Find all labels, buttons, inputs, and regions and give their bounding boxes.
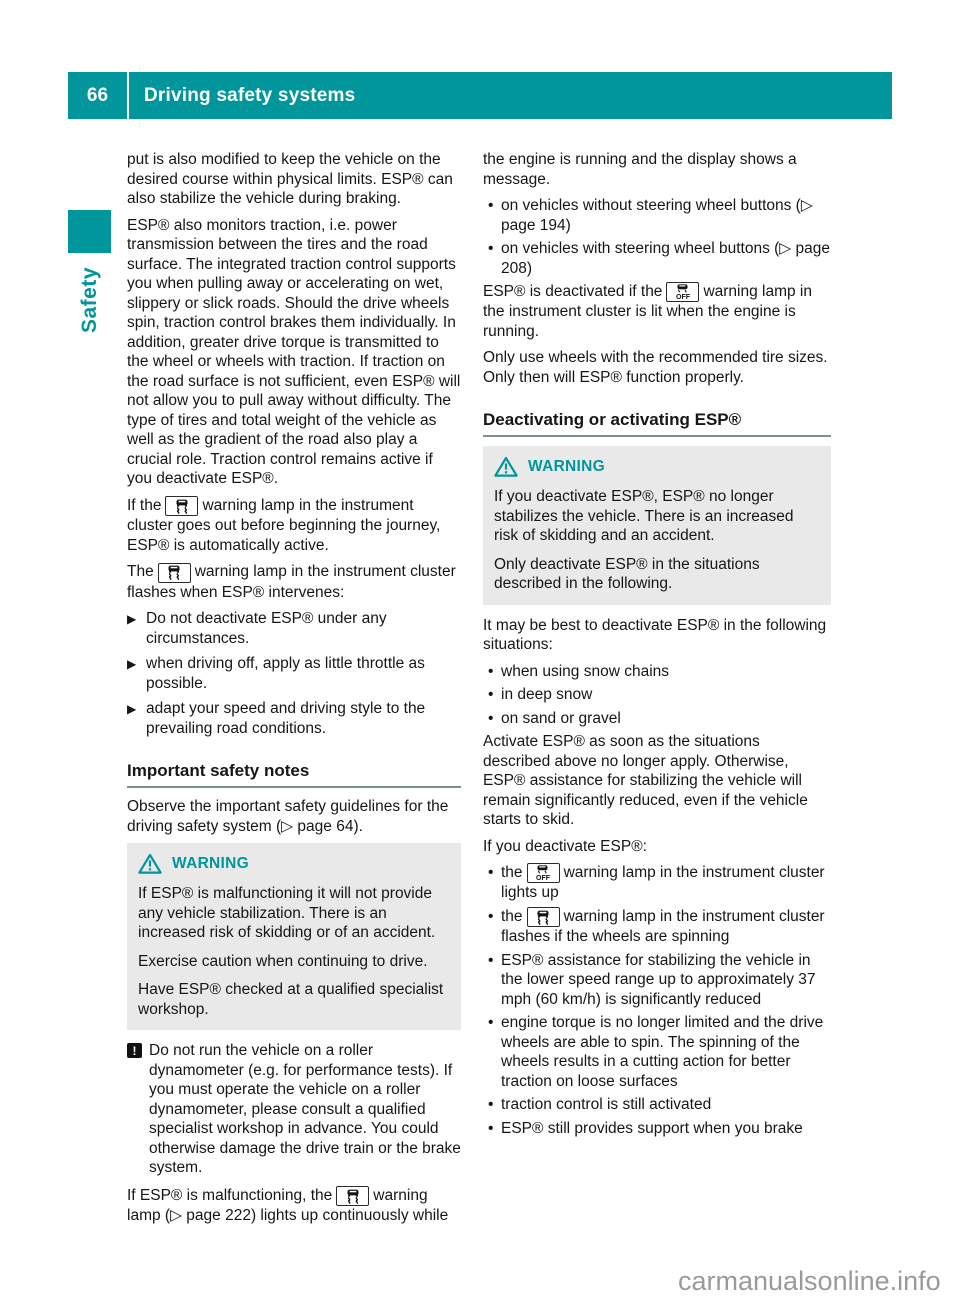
warning-paragraph: If ESP® is malfunctioning it will not provide any vehicle stabilization. There is an increased risk of skidding or of an accident. <box>138 885 436 941</box>
page-header <box>68 72 892 119</box>
bullet-icon: • <box>488 951 494 969</box>
chapter-tab-marker <box>68 210 111 253</box>
list-item-text: on vehicles without steering wheel buttons (▷ page 194) <box>501 197 813 234</box>
paragraph-text: ESP® is deactivated if the <box>483 283 663 300</box>
list-item <box>483 196 831 235</box>
bullet-icon: • <box>488 864 494 881</box>
list-item-text: when using snow chains <box>501 662 670 680</box>
list-item <box>483 709 831 729</box>
step-arrow-icon: ▶ <box>127 612 137 626</box>
bullet-icon: • <box>488 1096 494 1113</box>
warning-title: WARNING <box>172 854 250 872</box>
page-title: Driving safety systems <box>144 84 356 106</box>
list-item-text: the <box>501 907 523 925</box>
bullet-icon: • <box>488 1014 494 1031</box>
body-paragraph: Only use wheels with the recommended tire sizes. Only then will ESP® function properly. <box>483 349 828 386</box>
step-text: adapt your speed and driving style to the prevailing road conditions. <box>146 700 426 737</box>
esp-warning-lamp-icon <box>165 496 198 516</box>
list-item <box>483 685 831 705</box>
esp-off-warning-lamp-icon <box>666 282 699 302</box>
body-paragraph <box>483 282 831 341</box>
warning-paragraph: If you deactivate ESP®, ESP® no longer stabilizes the vehicle. There is an increased risk of skidding and an accident. <box>494 488 794 544</box>
warning-title: WARNING <box>528 457 606 475</box>
paragraph-text: If the <box>127 496 162 514</box>
paragraph-text: warning lamp in the instrument cluster goes out before beginning the journey, ESP® is automatically active. <box>127 496 441 554</box>
warning-box <box>483 446 831 605</box>
note-exclamation-icon: ! <box>127 1043 142 1058</box>
list-item-text: warning lamp in the instrument cluster lights up <box>501 864 825 901</box>
bullet-icon: • <box>488 907 494 925</box>
body-paragraph: Activate ESP® as soon as the situations described above no longer apply. Otherwise, ESP® assistance for stabilizing the vehicle will remain significantly reduced, even if the vehicle starts to skid. <box>483 733 808 828</box>
esp-warning-lamp-icon <box>527 907 560 927</box>
warning-triangle-icon <box>138 853 162 874</box>
warning-triangle-icon <box>494 456 518 477</box>
right-column <box>483 150 831 1142</box>
paragraph-text: If ESP® is malfunctioning, the <box>127 1186 333 1204</box>
esp-off-warning-lamp-icon <box>527 863 560 883</box>
list-item-text: warning lamp in the instrument cluster flashes if the wheels are spinning <box>501 907 825 945</box>
bullet-icon: • <box>488 197 494 214</box>
paragraph-text: warning lamp in the instrument cluster is lit when the engine is running. <box>483 283 812 340</box>
warning-header <box>138 853 450 874</box>
instruction-step <box>127 654 461 693</box>
body-paragraph: Observe the important safety guidelines for the driving safety system (▷ page 64). <box>127 798 449 835</box>
body-paragraph: ESP® also monitors traction, i.e. power transmission between the tires and the road surface. The integrated traction control supports you when pulling away or accelerating on wet, slippery or slick roads. Should the drive wheels spin, traction control brakes them individually. In addition, greater drive torque is transmitted to the wheel or wheels with traction. If traction on the road surface is not sufficient, even ESP® will not allow you to pull away without difficulty. The type of tires and total weight of the vehicle as well as the gradient of the road also play a crucial role. Traction control remains active if you deactivate ESP®. <box>127 216 461 487</box>
list-item-text: ESP® assistance for stabilizing the vehicle in the lower speed range up to approximately 37 mph (60 km/h) is significantly reduced <box>501 951 816 1008</box>
body-paragraph: the engine is running and the display shows a message. <box>483 151 797 188</box>
esp-warning-lamp-icon <box>158 563 191 583</box>
esp-warning-lamp-icon <box>336 1186 369 1206</box>
list-item <box>483 662 831 682</box>
note-text: Do not run the vehicle on a roller dynamometer (e.g. for performance tests). If you must operate the vehicle on a roller dynamometer, please consult a qualified specialist workshop in advance. You could otherwise damage the drive train or the brake system. <box>149 1042 461 1176</box>
list-item-text: ESP® still provides support when you brake <box>501 1119 803 1137</box>
paragraph-text: The <box>127 563 154 580</box>
bullet-icon: • <box>488 1119 494 1137</box>
bullet-icon: • <box>488 662 494 680</box>
body-paragraph: If you deactivate ESP®: <box>483 837 647 855</box>
warning-paragraph: Only deactivate ESP® in the situations described in the following. <box>494 555 760 592</box>
caution-note <box>127 1041 461 1178</box>
step-arrow-icon: ▶ <box>127 702 137 716</box>
step-arrow-icon: ▶ <box>127 657 137 671</box>
list-item <box>483 951 831 1010</box>
step-text: when driving off, apply as little throttle as possible. <box>146 655 425 692</box>
bullet-icon: • <box>488 709 494 727</box>
page-number: 66 <box>86 84 109 106</box>
section-heading: Deactivating or activating ESP® <box>483 410 831 437</box>
paragraph-text: warning lamp in the instrument cluster flashes when ESP® intervenes: <box>127 563 456 601</box>
body-paragraph <box>127 1186 461 1226</box>
list-item-text: the <box>501 864 523 881</box>
list-item-text: on sand or gravel <box>501 709 621 727</box>
list-item <box>483 863 831 903</box>
list-item-text: engine torque is no longer limited and the drive wheels are able to spin. The spinning of the wheels results in a cutting action for better traction on loose surfaces <box>501 1014 824 1090</box>
list-item <box>483 1013 831 1091</box>
body-paragraph: put is also modified to keep the vehicle on the desired course within physical limits. ESP® can also stabilize the vehicle during braking. <box>127 151 453 207</box>
chapter-label-text: Safety <box>77 266 101 334</box>
list-item <box>483 1095 831 1115</box>
list-item-text: on vehicles with steering wheel buttons (▷ page 208) <box>501 240 830 277</box>
list-item-text: traction control is still activated <box>501 1096 712 1113</box>
body-paragraph <box>127 496 461 556</box>
bullet-icon: • <box>488 686 494 703</box>
chapter-label <box>68 256 111 344</box>
instruction-step <box>127 699 461 738</box>
section-heading: Important safety notes <box>127 761 461 788</box>
warning-paragraph: Have ESP® checked at a qualified specialist workshop. <box>138 981 444 1018</box>
bullet-icon: • <box>488 240 494 257</box>
instruction-step <box>127 609 461 648</box>
left-column <box>127 150 461 1233</box>
paragraph-text: warning lamp (▷ page 222) lights up continuously while <box>127 1186 449 1224</box>
step-text: Do not deactivate ESP® under any circumstances. <box>146 610 387 647</box>
watermark: carmanualsonline.info <box>678 1266 941 1296</box>
warning-box <box>127 843 461 1030</box>
list-item <box>483 907 831 947</box>
warning-paragraph: Exercise caution when continuing to drive. <box>138 952 428 970</box>
warning-header <box>494 456 820 477</box>
body-paragraph <box>127 562 461 602</box>
body-paragraph: It may be best to deactivate ESP® in the following situations: <box>483 616 827 653</box>
list-item-text: in deep snow <box>501 686 593 703</box>
list-item <box>483 239 831 278</box>
list-item <box>483 1119 831 1139</box>
